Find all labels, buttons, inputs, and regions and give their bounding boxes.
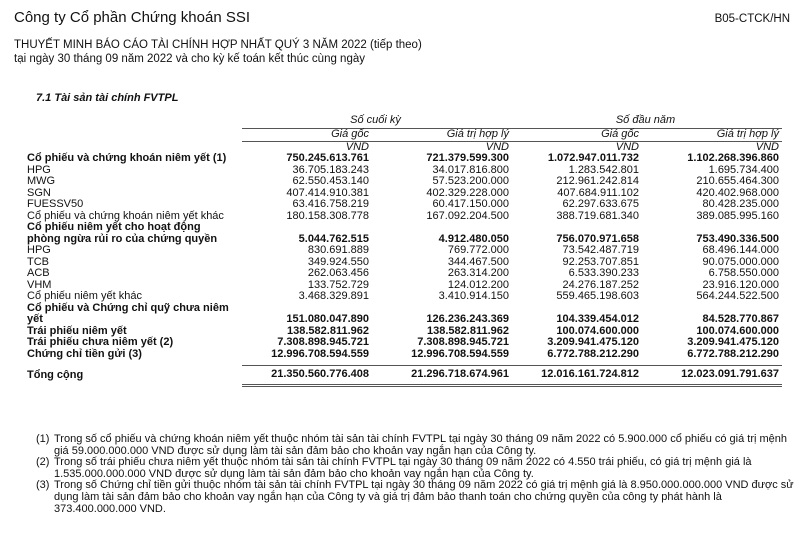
cell-value [512,222,642,234]
cell-value: 3.468.329.891 [298,290,369,302]
fvtpl-table [24,114,782,387]
cell-value: 407.684.911.102 [557,186,639,199]
footnote-number: (1) [36,433,50,445]
row-label: HPG [27,244,51,256]
cell-value: 263.314.200 [447,267,509,279]
cell-value: 3.209.941.475.120 [687,336,779,348]
cell-value: 36.705.183.243 [292,163,369,176]
unit-label: VND [755,140,779,153]
cell-value: 57.523.200.000 [432,175,509,187]
cell-value: 104.339.454.012 [556,313,639,325]
total-value: 21.350.560.776.408 [242,366,372,386]
cell-value: 92.253.707.851 [562,255,639,268]
cell-value: 138.582.811.962 [287,324,369,337]
row-label: Cổ phiếu và chứng khoán niêm yết khác [27,209,224,222]
cell-value: 73.542.487.719 [562,244,639,256]
report-period: tại ngày 30 tháng 09 năm 2022 và cho kỳ kế toán kết thúc cùng ngày [14,53,365,65]
table-row [24,199,782,211]
table-row [24,153,782,165]
cell-value: 559.465.198.603 [556,290,639,302]
cell-value: 420.402.968.000 [696,186,779,199]
cell-value: 7.308.898.945.721 [417,336,509,348]
cell-value: 753.490.336.500 [696,232,779,245]
table-row [24,245,782,257]
row-label: Trái phiếu chưa niêm yết (2) [27,336,174,348]
cell-value: 830.691.889 [307,244,369,256]
row-label: ACB [27,267,50,279]
footnote [36,480,796,515]
footnote [36,457,796,480]
cell-value: 138.582.811.962 [427,324,509,337]
cell-value: 6.772.788.212.290 [687,347,779,360]
cell-value: 63.416.758.219 [292,198,369,210]
row-label: phòng ngừa rủi ro của chứng quyền [27,232,218,245]
cell-value: 62.297.633.675 [562,198,639,210]
cell-value: 90.075.000.000 [702,255,779,268]
cell-value: 349.924.550 [307,255,369,268]
table-row [24,337,782,349]
footnote-text: Trong số Chứng chỉ tiền gửi thuộc nhóm tài sản tài chính FVTPL tại ngày 30 tháng 09 năm 2022 có giá trị mệnh giá là 8.950.000.000.000 VND được sử dụng làm tài sản đảm bảo cho khoản vay ngắn hạn của Công ty và giá trị đảm bảo thanh toán cho chứng quyền của công ty phát hành là 373.400.000.000 VND. [54,479,794,515]
cell-value: 68.496.144.000 [702,244,779,256]
footnotes [36,434,796,515]
cell-value: 769.772.000 [447,244,509,256]
table-row [24,222,782,234]
cell-value [372,222,512,234]
table-row [24,165,782,177]
col-header: Giá gốc [242,129,372,142]
row-label: FUESSV50 [27,198,84,210]
cell-value: 6.772.788.212.290 [547,347,639,360]
cell-value: 12.996.708.594.559 [271,347,369,360]
table-row [24,291,782,303]
cell-value: 167.092.204.500 [426,209,509,222]
cell-value: 388.719.681.340 [556,209,639,222]
form-code: B05-CTCK/HN [714,13,790,25]
section-title: 7.1 Tài sản tài chính FVTPL [36,92,179,104]
total-label: Tổng cộng [27,368,84,381]
cell-value: 180.158.308.778 [286,209,369,222]
footnote-number: (3) [36,479,50,492]
cell-value: 24.276.187.252 [562,278,639,291]
cell-value: 100.074.600.000 [696,324,779,337]
cell-value: 124.012.200 [447,278,509,291]
cell-value: 126.236.243.369 [426,313,509,325]
cell-value: 12.996.708.594.559 [411,347,509,360]
cell-value: 133.752.729 [307,278,369,291]
cell-value [242,222,372,234]
col-header: Giá gốc [512,129,642,142]
cell-value: 564.244.522.500 [696,290,779,302]
total-value: 12.016.161.724.812 [512,366,642,386]
col-header: Giá trị hợp lý [372,129,512,142]
table-row [24,314,782,326]
cell-value [642,222,782,234]
footnote-text: Trong số cổ phiếu và chứng khoán niêm yết thuộc nhóm tài sản tài chính FVTPL tại ngày 30 tháng 09 năm 2022 có 5.900.000 cổ phiếu có giá trị mệnh giá 59.000.000.000 VND được sử dụng làm tài sản đảm bảo cho khoản vay ngắn hạn của Công ty. [54,433,788,457]
cell-value: 6.533.390.233 [568,267,639,279]
group-header-row [24,114,782,129]
table-row [24,188,782,200]
cell-value: 23.916.120.000 [702,278,779,291]
row-label: yết [27,313,43,325]
cell-value: 1.695.734.400 [708,163,779,176]
cell-value: 151.080.047.890 [286,313,369,325]
cell-value: 5.044.762.515 [298,232,369,245]
row-label: Cổ phiếu và chứng khoán niêm yết (1) [27,152,227,164]
cell-value: 756.070.971.658 [556,232,639,245]
table-row [24,176,782,188]
company-name: Công ty Cổ phần Chứng khoán SSI [14,9,251,26]
cell-value: 1.102.268.396.860 [687,152,779,164]
cell-value: 34.017.816.800 [432,163,509,176]
cell-value: 407.414.910.381 [286,186,369,199]
cell-value: 750.245.613.761 [286,152,369,164]
group-header-end: Số cuối kỳ [242,114,512,129]
cell-value: 210.655.464.300 [696,175,779,187]
column-header-row [24,129,782,142]
group-header-begin: Số đầu năm [512,114,782,129]
cell-value: 1.072.947.011.732 [547,152,639,164]
cell-value: 3.410.914.150 [438,290,509,302]
report-title: THUYẾT MINH BÁO CÁO TÀI CHÍNH HỢP NHẤT QUÝ 3 NĂM 2022 (tiếp theo) [14,39,422,51]
total-value: 21.296.718.674.961 [372,366,512,386]
cell-value: 389.085.995.160 [696,209,779,222]
table-row [24,257,782,269]
cell-value: 4.912.480.050 [438,232,509,245]
unit-label: VND [345,140,369,153]
cell-value: 84.528.770.867 [702,313,779,325]
cell-value: 6.758.550.000 [708,267,779,279]
cell-value: 100.074.600.000 [556,324,639,337]
cell-value: 212.961.242.814 [556,175,639,187]
footnote [36,434,796,457]
cell-value: 80.428.235.000 [702,198,779,210]
table-row [24,303,782,315]
cell-value: 721.379.599.300 [426,152,509,164]
row-label: HPG [27,163,51,176]
cell-value: 262.063.456 [307,267,369,279]
cell-value: 60.417.150.000 [432,198,509,210]
cell-value: 62.550.453.140 [292,175,369,187]
cell-value: 402.329.228.000 [426,186,509,199]
cell-value: 344.467.500 [447,255,509,268]
row-label: Cổ phiếu niêm yết cho hoạt động [27,221,201,233]
total-row [24,366,782,386]
footnote-text: Trong số trái phiếu chưa niêm yết thuộc nhóm tài sản tài chính FVTPL tại ngày 30 tháng 09 năm 2022 có 4.550 trái phiếu, có giá trị mệnh giá là 1.535.000.000.000 VND được sử dụng làm tài sản đảm bảo cho khoản vay ngắn hạn của Công ty. [54,456,752,480]
row-label: SGN [27,186,51,199]
cell-value: 1.283.542.801 [568,163,639,176]
row-label: MWG [27,175,56,187]
row-label: Trái phiếu niêm yết [27,324,127,337]
table-row [24,234,782,246]
unit-label: VND [615,140,639,153]
col-header: Giá trị hợp lý [642,129,782,142]
table-row [24,268,782,280]
report-subtitle [14,38,422,66]
row-label: Cổ phiếu và Chứng chỉ quỹ chưa niêm [27,301,229,314]
cell-value: 7.308.898.945.721 [277,336,369,348]
row-label: Cổ phiếu niêm yết khác [27,290,142,302]
table-row [24,349,782,361]
footnote-number: (2) [36,456,50,469]
unit-label: VND [485,140,509,153]
total-value: 12.023.091.791.637 [642,366,782,386]
row-label: Chứng chỉ tiền gửi (3) [27,347,142,360]
row-label: VHM [27,278,52,291]
row-label: TCB [27,255,49,268]
cell-value: 3.209.941.475.120 [547,336,639,348]
